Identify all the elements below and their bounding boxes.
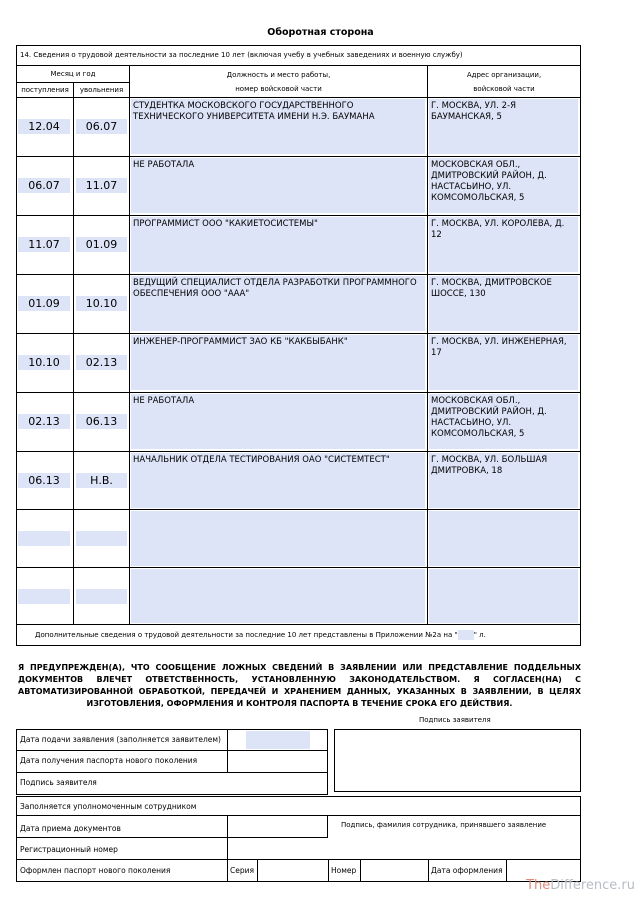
start-date-field[interactable]: 06.07: [18, 178, 70, 193]
start-date-field[interactable]: 10.10: [18, 355, 70, 370]
end-date-field[interactable]: [76, 531, 127, 546]
watermark-suffix: .ru: [617, 878, 635, 893]
submit-date-field[interactable]: [246, 731, 310, 749]
appendix-note: [35, 630, 486, 640]
watermark-main: Difference: [550, 878, 618, 893]
history-row: [17, 98, 580, 156]
end-date-field[interactable]: 02.13: [76, 355, 127, 370]
col-position-line2: номер войсковой части: [235, 85, 322, 93]
start-date-field[interactable]: 06.13: [18, 473, 70, 488]
history-row: [17, 216, 580, 274]
watermark: [526, 878, 635, 893]
official-header: Заполняется уполномоченным сотрудником: [20, 802, 197, 811]
page-title: Оборотная сторона: [267, 27, 374, 38]
employee-signature-label: Подпись, фамилия сотрудника, принявшего заявление: [341, 821, 547, 829]
history-row: [17, 157, 580, 215]
position-field[interactable]: [131, 569, 425, 623]
position-field[interactable]: НЕ РАБОТАЛА: [131, 394, 425, 449]
applicant-signature-box[interactable]: [334, 729, 581, 792]
address-field[interactable]: Г. МОСКВА, ДМИТРОВСКОЕ ШОССЕ, 130: [429, 276, 578, 331]
end-date-field[interactable]: 06.07: [76, 119, 127, 134]
position-field[interactable]: НАЧАЛЬНИК ОТДЕЛА ТЕСТИРОВАНИЯ ОАО "СИСТЕМТЕСТ": [131, 453, 425, 508]
official-block: [16, 796, 581, 882]
employment-history-table: [16, 45, 581, 646]
history-row: [17, 334, 580, 392]
position-field[interactable]: ПРОГРАММИСТ ООО "КАКИЕТОСИСТЕМЫ": [131, 217, 425, 272]
applicant-dates-block: [16, 729, 328, 795]
section-heading: 14. Сведения о трудовой деятельности за последние 10 лет (включая учебу в учебных заведениях и военную службу): [20, 51, 463, 59]
receive-date-label: Дата получения паспорта нового поколения: [20, 756, 198, 765]
col-start: поступления: [21, 86, 69, 94]
reg-number-label: Регистрационный номер: [20, 845, 118, 854]
end-date-field[interactable]: [76, 589, 127, 604]
position-field[interactable]: СТУДЕНТКА МОСКОВСКОГО ГОСУДАРСТВЕННОГО ТЕХНИЧЕСКОГО УНИВЕРСИТЕТА ИМЕНИ Н.Э. БАУМАНА: [131, 99, 425, 154]
start-date-field[interactable]: [18, 531, 70, 546]
start-date-field[interactable]: 11.07: [18, 237, 70, 252]
col-address-line1: Адрес организации,: [466, 71, 542, 79]
start-date-field[interactable]: 01.09: [18, 296, 70, 311]
passport-issued-label: Оформлен паспорт нового поколения: [20, 866, 171, 875]
applicant-signature-label: Подпись заявителя: [20, 778, 97, 787]
history-row: [17, 510, 580, 567]
history-row: [17, 452, 580, 509]
series-label: Серия: [230, 866, 254, 875]
col-month-year: Месяц и год: [50, 70, 96, 78]
col-end: увольнения: [79, 86, 124, 94]
legal-warning: Я ПРЕДУПРЕЖДЕН(А), ЧТО СООБЩЕНИЕ ЛОЖНЫХ СВЕДЕНИЙ В ЗАЯВЛЕНИИ ИЛИ ПРЕДСТАВЛЕНИЕ ПОДДЕЛЬНЫХ ДОКУМЕНТОВ ВЛЕЧЕТ ОТВЕТСТВЕННОСТЬ, УСТАНОВЛЕННУЮ ЗАКОНОДАТЕЛЬСТВОМ. Я СОГЛАСЕН(НА) С АВТОМАТИЗИРОВАННОЙ ОБРАБОТКОЙ, ПЕРЕДАЧЕЙ И ХРАНЕНИЕМ ДАННЫХ, УКАЗАННЫХ В ЗАЯВЛЕНИИ, В ЦЕЛЯХ ИЗГОТОВЛЕНИЯ, ОФОРМЛЕНИЯ И КОНТРОЛЯ ПАСПОРТА В ТЕЧЕНИЕ СРОКА ЕГО ДЕЙСТВИЯ.: [18, 663, 581, 708]
position-field[interactable]: ВЕДУЩИЙ СПЕЦИАЛИСТ ОТДЕЛА РАЗРАБОТКИ ПРОГРАММНОГО ОБЕСПЕЧЕНИЯ ООО "ААА": [131, 276, 425, 331]
address-field[interactable]: Г. МОСКВА, УЛ. БОЛЬШАЯ ДМИТРОВКА, 18: [429, 453, 578, 508]
end-date-field[interactable]: 06.13: [76, 414, 127, 429]
address-field[interactable]: МОСКОВСКАЯ ОБЛ., ДМИТРОВСКИЙ РАЙОН, Д. НАСТАСЬИНО, УЛ. КОМСОМОЛЬСКАЯ, 5: [429, 158, 578, 213]
history-row: [17, 275, 580, 333]
address-field[interactable]: Г. МОСКВА, УЛ. КОРОЛЕВА, Д. 12: [429, 217, 578, 272]
start-date-field[interactable]: [18, 589, 70, 604]
appendix-pages-field[interactable]: [458, 630, 474, 640]
submit-date-label: Дата подачи заявления (заполняется заявителем): [20, 735, 221, 744]
position-field[interactable]: НЕ РАБОТАЛА: [131, 158, 425, 213]
appendix-note-suffix: " л.: [473, 631, 486, 639]
issue-date-label: Дата оформления: [431, 866, 503, 875]
address-field[interactable]: [429, 511, 578, 566]
address-field[interactable]: МОСКОВСКАЯ ОБЛ., ДМИТРОВСКИЙ РАЙОН, Д. НАСТАСЬИНО, УЛ. КОМСОМОЛЬСКАЯ, 5: [429, 394, 578, 449]
end-date-field[interactable]: 01.09: [76, 237, 127, 252]
number-label: Номер: [331, 866, 357, 875]
col-position-line1: Должность и место работы,: [226, 71, 331, 79]
history-row: [17, 393, 580, 451]
position-field[interactable]: [131, 511, 425, 566]
start-date-field[interactable]: 02.13: [18, 414, 70, 429]
address-field[interactable]: Г. МОСКВА, УЛ. 2-Я БАУМАНСКАЯ, 5: [429, 99, 578, 154]
signature-caption: Подпись заявителя: [419, 716, 491, 724]
address-field[interactable]: Г. МОСКВА, УЛ. ИНЖЕНЕРНАЯ, 17: [429, 335, 578, 390]
watermark-prefix: The: [526, 878, 551, 893]
address-field[interactable]: [429, 569, 578, 623]
end-date-field[interactable]: 10.10: [76, 296, 127, 311]
position-field[interactable]: ИНЖЕНЕР-ПРОГРАММИСТ ЗАО КБ "КАКБЫБАНК": [131, 335, 425, 390]
end-date-field[interactable]: 11.07: [76, 178, 127, 193]
appendix-note-prefix: Дополнительные сведения о трудовой деятельности за последние 10 лет представлены в Приложении №2а на ": [35, 631, 458, 639]
col-address-line2: войсковой части: [473, 85, 535, 93]
accept-date-label: Дата приема документов: [20, 824, 121, 833]
end-date-field[interactable]: Н.В.: [76, 473, 127, 488]
history-row: [17, 568, 580, 624]
start-date-field[interactable]: 12.04: [18, 119, 70, 134]
